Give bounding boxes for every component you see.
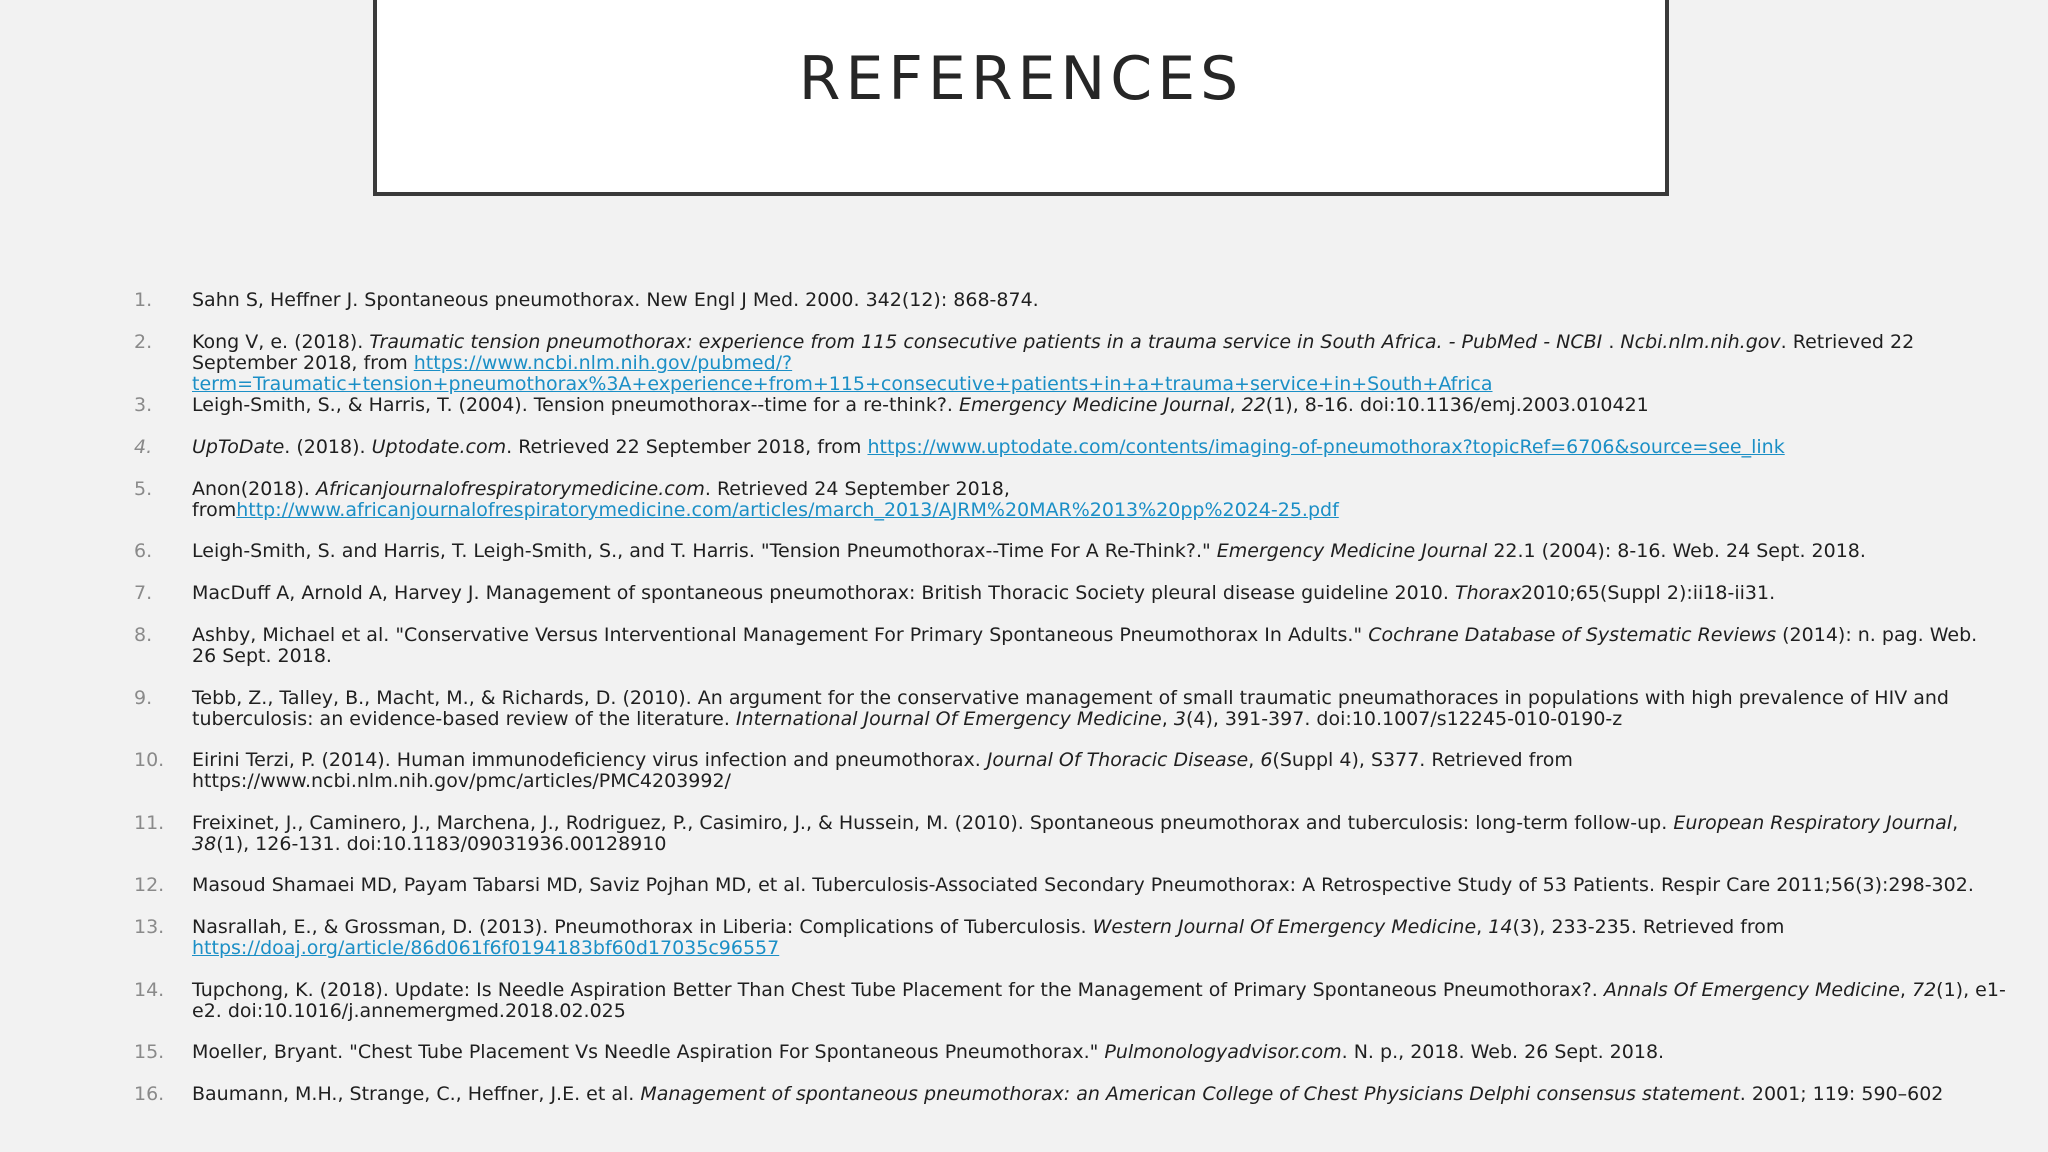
reference-text: Moeller, Bryant. "Chest Tube Placement Vs Needle Aspiration For Spontaneous Pneumothorax." — [192, 1041, 1105, 1063]
reference-number: 13. — [134, 916, 165, 938]
reference-italic-text: Management of spontaneous pneumothorax: an American College of Chest Physicians Delphi consensus statement — [640, 1083, 1740, 1105]
reference-text: (1), 8-16. doi:10.1136/emj.2003.010421 — [1265, 394, 1649, 416]
reference-text: (1), e1-e2. doi:10.1016/j.annemergmed.2018.02.025 — [192, 979, 2006, 1022]
reference-link[interactable]: http://www.africanjournalofrespiratorymedicine.com/articles/march_2013/AJRM%20MAR%2013%20pp%2024-25.pdf — [236, 499, 1339, 521]
reference-link[interactable]: https://www.uptodate.com/contents/imaging-of-pneumothorax?topicRef=6706&source=see_link — [867, 436, 1785, 458]
reference-item — [134, 624, 2006, 667]
reference-text: (3), 233-235. Retrieved from — [1512, 916, 1785, 938]
reference-italic-text: Ncbi.nlm.nih.gov — [1620, 331, 1781, 353]
reference-number: 14. — [134, 979, 165, 1001]
reference-link[interactable]: https://doaj.org/article/86d061f6f0194183bf60d17035c96557 — [192, 937, 780, 959]
reference-item — [134, 916, 2006, 959]
reference-italic-text: International Journal Of Emergency Medicine — [735, 708, 1162, 730]
reference-text: 22.1 (2004): 8-16. Web. 24 Sept. 2018. — [1487, 540, 1866, 562]
reference-italic-text: 6 — [1260, 749, 1273, 771]
reference-text: (Suppl 4), S377. Retrieved from https://www.ncbi.nlm.nih.gov/pmc/articles/PMC4203992/ — [192, 749, 1573, 792]
reference-text: , — [1476, 916, 1489, 938]
reference-text: (2014): n. pag. Web. 26 Sept. 2018. — [192, 624, 1978, 667]
reference-text: . (2018). — [284, 436, 372, 458]
reference-italic-text: Emergency Medicine Journal — [1216, 540, 1488, 562]
reference-number: 6. — [134, 540, 153, 562]
reference-italic-text: Africanjournalofrespiratorymedicine.com — [315, 478, 705, 500]
reference-number: 10. — [134, 749, 165, 771]
reference-text: Kong V, e. (2018). — [192, 331, 370, 353]
reference-text: Anon(2018). — [192, 478, 316, 500]
reference-text: . Retrieved 22 September 2018, from — [506, 436, 868, 458]
reference-item — [134, 436, 2006, 458]
reference-italic-text: Cochrane Database of Systematic Reviews — [1368, 624, 1777, 646]
reference-item — [134, 1041, 2006, 1063]
reference-number: 4. — [134, 436, 153, 458]
reference-item — [134, 394, 2006, 416]
reference-text: Leigh-Smith, S. and Harris, T. Leigh-Smith, S., and T. Harris. "Tension Pneumothorax--Time For A Re-Think?." — [192, 540, 1217, 562]
slide-title: REFERENCES — [798, 44, 1244, 114]
reference-text: (4), 391-397. doi:10.1007/s12245-010-0190-z — [1185, 708, 1623, 730]
reference-number: 5. — [134, 478, 153, 500]
reference-italic-text: 3 — [1173, 708, 1186, 730]
reference-italic-text: 22 — [1241, 394, 1266, 416]
reference-italic-text: 14 — [1488, 916, 1513, 938]
reference-item — [134, 331, 2006, 395]
reference-text: Eirini Terzi, P. (2014). Human immunodeficiency virus infection and pneumothorax. — [192, 749, 987, 771]
reference-text: Masoud Shamaei MD, Payam Tabarsi MD, Saviz Pojhan MD, et al. Tuberculosis-Associated Secondary Pneumothorax: A Retrospective Study of 53 Patients. Respir Care 2011;56(3):298-302. — [192, 874, 1974, 896]
reference-text: , — [1229, 394, 1242, 416]
reference-text: Ashby, Michael et al. "Conservative Versus Interventional Management For Primary Spontaneous Pneumothorax In Adults." — [192, 624, 1369, 646]
reference-italic-text: Pulmonologyadvisor.com — [1104, 1041, 1342, 1063]
reference-item — [134, 979, 2006, 1022]
reference-number: 11. — [134, 812, 165, 834]
reference-text: . N. p., 2018. Web. 26 Sept. 2018. — [1341, 1041, 1665, 1063]
reference-text: , — [1248, 749, 1261, 771]
reference-italic-text: 72 — [1911, 979, 1937, 1001]
reference-italic-text: Thorax — [1454, 582, 1521, 604]
reference-number: 15. — [134, 1041, 165, 1063]
reference-item — [134, 687, 2006, 730]
reference-text: (1), 126-131. doi:10.1183/09031936.00128910 — [216, 833, 667, 855]
reference-number: 2. — [134, 331, 153, 353]
reference-item — [134, 1083, 2006, 1105]
reference-text: Tupchong, K. (2018). Update: Is Needle Aspiration Better Than Chest Tube Placement for the Management of Primary Spontaneous Pneumothorax?. — [192, 979, 1604, 1001]
reference-item — [134, 749, 2006, 792]
reference-text: Leigh-Smith, S., & Harris, T. (2004). Tension pneumothorax--time for a re-think?. — [192, 394, 960, 416]
reference-italic-text: Uptodate.com — [371, 436, 507, 458]
reference-number: 3. — [134, 394, 153, 416]
reference-italic-text: Western Journal Of Emergency Medicine — [1092, 916, 1477, 938]
reference-text: . Retrieved 22 September 2018, from — [192, 331, 1915, 374]
reference-italic-text: Journal Of Thoracic Disease — [986, 749, 1249, 771]
reference-number: 16. — [134, 1083, 165, 1105]
reference-item — [134, 289, 2006, 311]
reference-italic-text: European Respiratory Journal — [1673, 812, 1953, 834]
reference-text: . Retrieved 24 September 2018, from — [192, 478, 1010, 521]
reference-item — [134, 812, 2006, 855]
reference-number: 9. — [134, 687, 153, 709]
reference-text: . 2001; 119: 590–602 — [1739, 1083, 1944, 1105]
reference-text: Tebb, Z., Talley, B., Macht, M., & Richards, D. (2010). An argument for the conservative management of small traumatic pneumathoraces in populations with high prevalence of HIV and tuberculosis: an evidence-based review of the literature. — [192, 687, 1949, 730]
reference-number: 12. — [134, 874, 165, 896]
reference-text: , — [1161, 708, 1174, 730]
reference-text: MacDuff A, Arnold A, Harvey J. Management of spontaneous pneumothorax: British Thoracic Society pleural disease guideline 2010. — [192, 582, 1455, 604]
reference-italic-text: 38 — [192, 833, 217, 855]
reference-number: 1. — [134, 289, 153, 311]
reference-italic-text: Traumatic tension pneumothorax: experience from 115 consecutive patients in a trauma service in South Africa. - PubMed - NCBI — [369, 331, 1603, 353]
reference-item — [134, 478, 2006, 521]
reference-item — [134, 874, 2006, 896]
reference-item — [134, 540, 2006, 562]
reference-text: Nasrallah, E., & Grossman, D. (2013). Pneumothorax in Liberia: Complications of Tuberculosis. — [192, 916, 1093, 938]
reference-text: 2010;65(Suppl 2):ii18-ii31. — [1520, 582, 1776, 604]
reference-text: . — [1602, 331, 1621, 353]
reference-text: Freixinet, J., Caminero, J., Marchena, J., Rodriguez, P., Casimiro, J., & Hussein, M. (2010). Spontaneous pneumothorax and tuberculosis: long-term follow-up. — [192, 812, 1674, 834]
reference-text: , — [1952, 812, 1959, 834]
reference-italic-text: Emergency Medicine Journal — [959, 394, 1230, 416]
reference-text: Sahn S, Heffner J. Spontaneous pneumothorax. New Engl J Med. 2000. 342(12): 868-874. — [192, 289, 1039, 311]
reference-italic-text: Annals Of Emergency Medicine — [1603, 979, 1900, 1001]
reference-text: , — [1899, 979, 1912, 1001]
reference-number: 8. — [134, 624, 153, 646]
reference-text: Baumann, M.H., Strange, C., Heffner, J.E. et al. — [192, 1083, 641, 1105]
reference-link[interactable]: https://www.ncbi.nlm.nih.gov/pubmed/?term=Traumatic+tension+pneumothorax%3A+experience+from+115+consecutive+patients+in+a+trauma+service+in+South+Africa — [192, 352, 1493, 395]
reference-item — [134, 582, 2006, 604]
reference-number: 7. — [134, 582, 153, 604]
reference-italic-text: UpToDate — [192, 436, 285, 458]
